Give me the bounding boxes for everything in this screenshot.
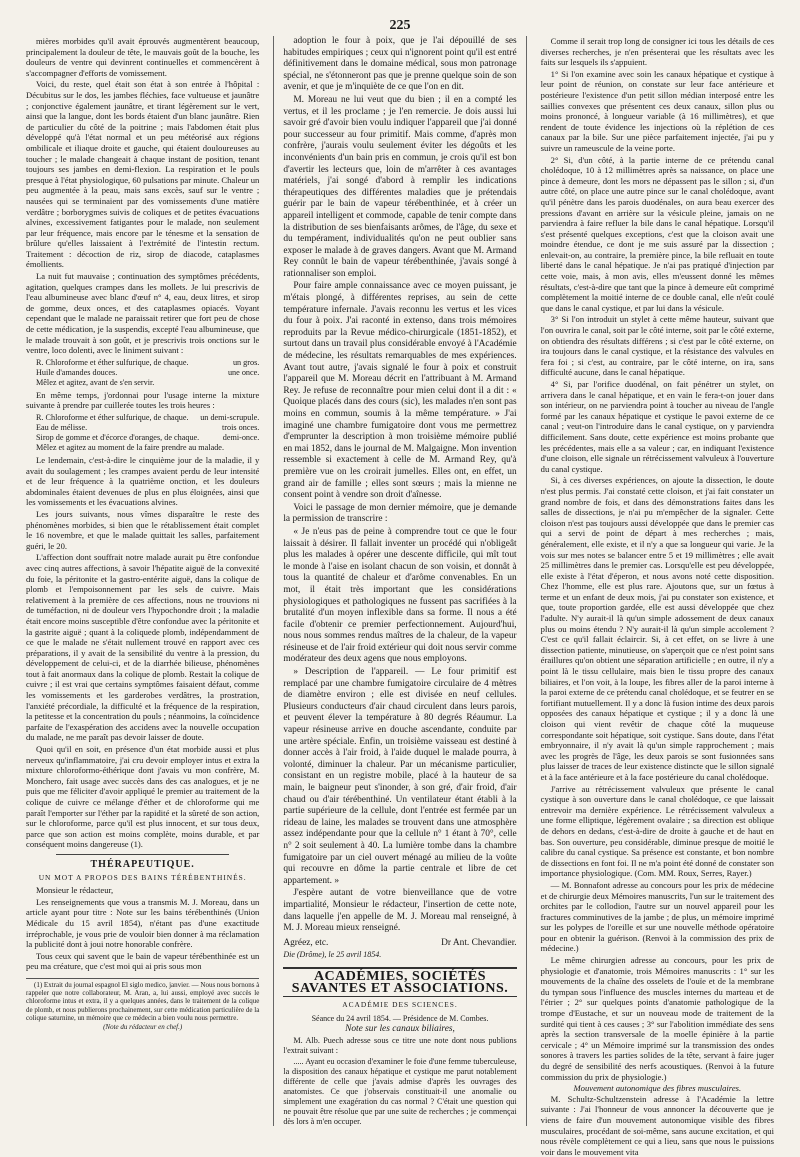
paragraph: Si, à ces diverses expériences, on ajoute la dissection, le doute n'est plus permis. J'ai constaté cette cloison, et j'ai fait constater un grand nombre de fois, et dans des démonstrations faites dans les salles de dissections, je n'ai pu m'empêcher de la signaler. Cette cloison n'est pas toujours aussi développée que dans le premier cas qui a servi de point de départ à mes recherches ; mais, généralement, elle existe, et il n'y a que sa longueur qui varie. Je la vois sur mes notes se balancer entre 5 et 19 millimètres ; elle avait 25 millimètres dans le premier cas. Lorsqu'elle est peu développée, elle existe à l'état d'éperon, et nous avons noté cette disposition. Chez l'homme, elle est plus rare. Ajoutons que, sur un fœtus à terme et un enfant de deux mois, j'ai pu constater son existence, et que, toute proportion gardée, elle est aussi développée que chez l'adulte. N'y aurait-il là qu'un simple adossement de deux canaux plus ou moins étendu ? N'y aurait-il là qu'un simple accolement ? C'est ce qu'il fallait éclaircir. Si, à cet effet, on se livre à une dissection patiente, minutieuse, on s'aperçoit que ce n'est point sans éraillures qu'on obtient une séparation artificielle ; en outre, il n'y a point là le tissu cellulaire, mais bien le tissu propre des canaux biliaires, et l'on voit, à la loupe, les fibres aller de la paroi interne à la paroi externe de ce prétendu canal cholédoque, et se feutrer en se fortifiant mutuellement. Il y a donc là fusion intime des deux parois opposées des canaux hépatique et cystique ; il y a donc là une cloison qui vient revêtir de chaque côté la muqueuse correspondante soit hépatique, soit cystique. Sans doute, dans l'état embryonnaire, il n'y avait là qu'un simple rapprochement ; mais avec les progrès de l'âge, les deux parois se sont fusionnées sans plus laisser de traces de leur existence distincte que le sillon signalé et à la face antérieure et à la face postérieure du canal cholédoque. <box>540 475 774 782</box>
middle-column <box>273 36 526 1126</box>
paragraph: M. Alb. Puech adresse sous ce titre une note dont nous publions l'extrait suivant : <box>283 1035 517 1055</box>
paragraph: Le même chirurgien adresse au concours, pour les prix de physiologie et d'anatomie, trois Mémoires manuscrits : 1° sur les mouvements de la chaîne des osselets de l'ouïe et de la membrane du tympan sous l'influence des muscles internes du marteau et de l'étrier ; 2° sur quelques points d'anatomie pathologique de la trompe d'Eustache, et sur un nouveau mode de traitement de la surdité qui tient à ces causes ; 3° sur l'abolition immédiate des sens après la section transversale de la moelle épinière à la partie cervicale ; 4° un Mémoire imprimé sur la transmission des ondes sonores à travers les parties solides de la tête, servant à faire juger du degré de sensibilité des nerfs acoustiques. (Renvoi à la future commission du prix de physiologie.) <box>540 955 774 1082</box>
paragraph: 3° Si l'on introduit un stylet à cette même hauteur, suivant que l'on ouvrira le canal, soit par le côté interne, soit par le côté externe, on obtiendra des résultats différens ; si c'est par le côté externe, on ira toujours dans le canal cystique, et la résistance des valvules en fera foi ; si c'est, au contraire, par le côté interne, on ira, sans difficulté aucune, dans le canal hépatique. <box>540 314 774 378</box>
note-title: Note sur les canaux biliaires, <box>345 1024 455 1035</box>
paragraph: Le lendemain, c'est-à-dire le cinquième jour de la maladie, il y avait du soulagement ; les crampes avaient perdu de leur intensité et de leur fréquence à la quatrième onction, et les douleurs abdominales étaient devenues de plus en plus éloignées, ainsi que les vomissements et les évacuations alvines. <box>26 455 260 508</box>
paragraph: En même temps, j'ordonnai pour l'usage interne la mixture suivante à prendre par cuillerée toutes les trois heures : <box>26 389 260 411</box>
rx-line: Eau de mélisse. <box>36 423 88 432</box>
paragraph: 2° Si, d'un côté, à la partie interne de ce prétendu canal cholédoque, 10 à 12 millimètres après sa naissance, on place une pince à demeure, dont les mors ne dépassent pas le sillon ; si, d'un autre côté, on place une autre pince sur le canal cholédoque, avant qu'il pénètre dans les parois duodénales, on aura beau exercer des pressions d'avant en arrière sur la vésicule pleine, jamais on ne parviendra à faire refluer la bile dans le canal hépatique. Lorsqu'il s'est présenté quelques exceptions, c'est que la cloison avait une moindre étendue, ce dont je me suis assuré par la dissection ; enlevait-on, au contraire, la première pince, la bile refluait en toute liberté dans le canal hépatique. Je n'ai pas pratiqué d'injection par cette voie, mais, à mon avis, elles m'eussent donné les mêmes résultats, c'est-à-dire que tant que la pince à demeure eût comprimé complètement la moitié interne de ce double canal, elle n'eût coulé que dans le canal cystique, et par lui dans la vésicule. <box>540 154 774 313</box>
academy-heading: ACADÉMIE DES SCIENCES. <box>342 1000 458 1010</box>
paragraph: — M. Bonnafont adresse au concours pour les prix de médecine et de chirurgie deux Mémoires manuscrits, l'un sur le traitement des orchites par le collodion, l'autre sur un nouvel appareil pour les fractures comminutives de la jambe ; de plus, un mémoire imprimé sur les polypes de l'oreille et sur une nouvelle méthode opératoire pour en obtenir la guérison. (Renvoi à la commission des prix de médecine.) <box>540 879 774 954</box>
columns <box>26 36 774 1157</box>
rx-dose: une once. <box>227 367 260 377</box>
rx-dose: demi-once. <box>222 433 260 442</box>
section-heading-therapeutique: THÉRAPEUTIQUE. <box>90 858 195 870</box>
paragraph: ..... Ayant eu occasion d'examiner le foie d'une femme tuberculeuse, la disposition des canaux hépatique et cystique me parut notablement différente de celle que j'avais admise d'après les ouvrages des anatomistes. Ce que j'observais constituait-il une anomalie ou simplement une exagération du cas normal ? C'était une question qui ne pouvait être résolue que par une suite de recherches ; je commençai dès lors à m'en occuper. <box>283 1056 517 1126</box>
paragraph: La nuit fut mauvaise ; continuation des symptômes précédents, agitation, quelques crampes dans les mollets. Je lui prescrivis de l'eau albumineuse avec blanc d'œuf n° 4, eau, deux litres, et sirop de gomme, deux onces, et des cataplasmes opiacés. Voyant cependant que le malade ne paraissait retirer que fort peu de chose de cette médication, je la suspendis, excepté l'eau albumineuse, que le malade trouvait à son goût, et je prescrivis trois onctions sur le ventre, loco dolenti, avec le liniment suivant : <box>26 271 260 356</box>
section-heading-academies: ACADÉMIES, SOCIÉTÉS SAVANTES ET ASSOCIATIONS. <box>283 967 516 997</box>
signoff <box>283 938 516 950</box>
footnote-signature: (Note du rédacteur en chef.) <box>103 1022 183 1031</box>
rx-dose: un gros. <box>232 357 260 367</box>
paragraph: L'affection dont souffrait notre malade aurait pu être confondue avec cinq autres affections, à savoir l'hépatite aiguë de la convexité du foie, la péritonite et la gastro-entérite aiguë, dans la colique de plomb et l'empoisonnement par les sels de cuivre. Mais relativement à la première de ces affections, nous ne trouvions ni de tuméfaction, ni de douleur vers l'hypochondre droit ; la maladie était encore moins susceptible d'être confondue avec la péritonite et la gastrite aiguë ; quant à la coliquede plomb, indépendamment de ce que le malade ne s'était nullement trouvé en rapport avec ces préparations, il y avait de la sensibilité du ventre à la pression, du développement de celui-ci, et de la diarrhée bilieuse, phénomènes tout à fait anormaux dans la colique de plomb. Restait la colique de cuivre ; il est vrai que certains symptômes faisaient défaut, comme les vomissements et les garderobes verdâtres, la prostration, l'anxiété précordiale, la difficulté et la fréquence de la respiration, la petitesse et la concentration du pouls ; néanmoins, la coïncidence parfaite de l'exaspération des accidens avec la nouvelle occupation du malade, ne me paraît pas devoir laisser de doute. <box>26 552 260 743</box>
right-column <box>540 36 774 1157</box>
paragraph: M. Schultz-Schultzenstein adresse à l'Académie la lettre suivante : J'ai l'honneur de vous annoncer la découverte que je viens de faire d'un mouvement autonomique visible des fibres musculaires, procédant de soi-même, sans aucune excitation, et qui nous révèle complètement ce qui a lieu, sans que nous le puissions voir dans le mouvement vita <box>540 1093 774 1157</box>
case-report <box>26 36 259 850</box>
rx-line: Mêlez et agitez au moment de la faire prendre au malade. <box>36 443 224 452</box>
left-column <box>26 36 259 1126</box>
rx-dose: trois onces. <box>222 423 260 432</box>
paragraph: 1° Si l'on examine avec soin les canaux hépatique et cystique à leur point de réunion, on constate sur leur face antérieure et postérieure l'existence d'un petit sillon médian interposé entre les saillies convexes que présentent ces deux canaux, sillon plus ou moins prononcé, à longueur variable (à 16 millimètres), et que rendent de toute évidence les injections où la réplétion de ces canaux par la bile. Sur une pièce parfaitement injectée, j'ai pu y suivre un rameuscule de la veine porte. <box>540 68 774 153</box>
rx-line: R. Chloroforme et éther sulfurique, de chaque. <box>36 357 189 367</box>
page-number: 225 <box>389 18 411 33</box>
paragraph: Tous ceux qui savent que le bain de vapeur térébenthinée est un peu ma créature, que c'est moi qui ai pris sous mon <box>26 950 260 972</box>
paragraph: Voici le passage de mon dernier mémoire, que je demande la permission de transcrire : <box>283 502 517 525</box>
paragraph: Quoi qu'il en soit, en présence d'un état morbide aussi et plus nerveux qu'inflammatoire, j'ai cru devoir employer intus et extra la mixture chloroformo-éthérique dont j'avais vu mon confrère, M. Monchero, fait usage avec succès dans des cas analogues, et je ne puis que me féliciter d'avoir appliqué le premier au traitement de la colique de cuivre ce mélange d'éther et de chloroforme qui me paraît l'emporter sur l'éther par la rapidité et la sûreté de son action, sur le chloroforme, parce qu'il est plus innocent, et sur tous deux, parce que son action est moins complète, moins durable, et par conséquent moins dangereuse (1). <box>26 744 260 850</box>
paragraph: mières morbides qu'il avait éprouvés augmentèrent beaucoup, principalement la douleur de tête, le mauvais goût de la bouche, les douleurs de ventre qui devinrent continuelles et commencèrent à s'accompagner d'efforts de vomissement. <box>26 36 260 78</box>
prescription-mixture <box>36 413 259 453</box>
footnote-text: (1) Extrait du journal espagnol El siglo medico, janvier. — Nous nous bornons à rappeler que notre collaborateur, M. Aran, a, lui aussi, employé avec succès le chloroforme intus et extra, il y a quelques années, dans le traitement de la colique de plomb, et nous publierons prochainement, sur cette médication particulière de la colique saturnine, un mémoire que ce médecin a bien voulu nous permettre. <box>26 980 260 1022</box>
prescription-liniment <box>36 358 259 388</box>
closing: Agréez, etc. <box>283 937 329 948</box>
divider <box>56 854 229 855</box>
paragraph: 4° Si, par l'orifice duodénal, on fait pénétrer un stylet, on arrivera dans le canal hépatique, et en vain le fera-t-on jouer dans son intérieur, on ne parviendra point à toucher au niveau de l'angle formé par les canaux hépatique et cystique le pavoi externe de ce canal ; veut-on l'introduire dans le canal cystique, on y parviendra difficilement. Sans doute, cette expérience est moins probante que les précédentes, mais elle a sa valeur ; car, en indiquant l'existence d'une cloison, elle signale un rétrécissement valvuleux à l'ouverture du canal cystique. <box>540 379 774 474</box>
seance-line: Séance du 24 avril 1854. — Présidence de M. Combes. <box>311 1013 489 1023</box>
footnote <box>26 978 259 1031</box>
rx-dose: un demi-scrupule. <box>200 413 260 422</box>
paragraph: J'arrive au rétrécissement valvuleux que présente le canal cystique à son ouverture dans le canal cholédoque, ce que laissait entrevoir ma dernière expérience. Le rétrécissement valvuleux a une forme elliptique, légèrement ovalaire ; sa direction est oblique de dehors en dedans, c'est-à-dire de droite à gauche et de haut en bas. Son ouverture, peu considérable, diminue presque de moitié le calibre du canal cystique. Sa présence est constante, et bon nombre de dissections en font foi. Il ne m'a point été donné de constater son importance physiologique. (Com. MM. Roux, Serres, Rayer.) <box>540 783 774 879</box>
paragraph: Voici, du reste, quel était son état à son entrée à l'hôpital : Décubitus sur le dos, les jambes fléchies, face vultueuse et jaunâtre ; conjonctive également jaunâtre, et tirant légèrement sur le vert, ainsi que la langue, dont les bords étaient d'un blanc jaunâtre. Rien de particulier du côté de la poitrine ; mais l'abdomen était plus développé qu'à l'état normal et un peu météorisé aux régions ombilicale et iliaque droite et gauche, qui étaient douloureuses au toucher ; le malade changeait à chaque instant de position, tenant toujours ses jambes en demi-flexion. La respiration et le pouls presque à l'état physiologique, 60 pulsations par minute. Chaleur un peu augmentée à la peau, mais sans excès, sauf sur le ventre ; nausées qui se terminaient par des vomissements d'une matière verdâtre ; borborygmes suivis de coliques et de petites évacuations alvines, excessivement fatigantes pour le malade, non seulement par leur fréquence, mais encore par le ténesme et la sensation de brûlure qu'elles laissaient à l'extrémité de l'intestin rectum. Traitement : décoction de riz, sirop de diacode, cataplasmes émollients. <box>26 79 260 270</box>
paragraph: J'espère autant de votre bienveillance que de votre impartialité, Monsieur le rédacteur, l'insertion de cette note, dans laquelle j'en appelle de M. J. Moreau mal renseigné, à M. J. Moreau mieux renseigné. <box>283 888 517 934</box>
paragraph: Les jours suivants, nous vîmes disparaître le reste des phénomènes morbides, si bien que le rétablissement était complet le 16 novembre, et que le malade quittait les salles, parfaitement guéri, le 20. <box>26 508 260 551</box>
rx-line: Mêlez et agitez, avant de s'en servir. <box>36 377 155 387</box>
paragraph: Comme il serait trop long de consigner ici tous les détails de ces diverses recherches, je n'en présenterai que les résultats avec les faits sur lesquels ils s'appuient. <box>540 36 774 68</box>
paragraph: Monsieur le rédacteur, <box>36 885 114 896</box>
paragraph: adoption le four à poix, que je l'ai dépouillé de ses habitudes empiriques ; ceux qui n'ignorent point qu'il est entré définitivement dans le domaine médical, sous mon patronage spécial, ne s'étonneront pas que je prenne quelque soin de son avenir, et que je m'inquiète de ce que l'on en dit. <box>283 36 517 93</box>
article-title-bains: UN MOT A PROPOS DES BAINS TÉRÉBENTHINÉS. <box>38 872 247 882</box>
signed-place: Die (Drôme), le 25 avril 1854. <box>283 950 382 960</box>
rx-line: Huile d'amandes douces. <box>36 367 118 377</box>
rx-line: R. Chloroforme et éther sulfurique, de chaque. <box>36 413 189 422</box>
paragraph: « Je n'eus pas de peine à comprendre tout ce que le four laissait à désirer. Il fallait inventer un procédé qui n'obligeât plus les malades à opérer une descente difficile, qui mît tout le monde à l'aise en isolant chacun de son voisin, et donnât à tous la quantité de chaleur et d'arôme convenables. En un mot, il était très important que les considérations physiologiques et pathologiques ne fussent pas sacrifiées à la brutalité d'un moyen inflexible dans sa forme. Il nous a été facile d'obtenir ce premier perfectionnement. Aujourd'hui, nous nous sommes rendus maîtres de la chaleur, de la vapeur résineuse et de l'air froid extérieur qui doit nous servir comme modérateur des deux agens que nous employons. <box>283 526 517 665</box>
paragraph: M. Moreau ne lui veut que du bien ; il en a compté les vertus, et il les proclame ; je l'en remercie. Je dois aussi lui savoir gré d'avoir bien voulu indiquer l'appareil que j'ai donné pour successeur au four primitif. Mais comme, d'après mon confrère, j'aurais voulu seulement éviter les dégoûts et les inconvénients d'un bain pris en commun, je crois qu'il est bon d'avertir les lecteurs que, loin de m'arrêter à ces avantages matériels, j'ai songé d'abord à remplir les indications thérapeutiques des différentes maladies que je prétendais guérir par le bain de vapeur térébenthinée, et à créer un appareil intelligent et commode, capable de tenir compte dans la distribution de ses bienfaisants arômes, de l'âge, du sexe et du tempérament, individualités qu'on ne peut oublier sans exposer le malade à de graves dangers. Avant que M. Armand Rey connût le bain de vapeur térébenthinée, j'avais songé à rationnaliser son emploi. <box>283 94 517 279</box>
paragraph: » Description de l'appareil. — Le four primitif est remplacé par une chambre fumigatoire circulaire de 4 mètres de diamètre environ ; elle est divisée en neuf cellules. Plusieurs conducteurs d'air chaud circulent dans leurs parois, et peuvent élever la température à 80 degrés Réaumur. La vapeur résineuse arrive en douche ascendante, conduite par une artère spéciale. Enfin, un troisième vaisseau est destiné à donner accès à l'air froid, à l'aide duquel le malade pourra, à volonté, diminuer la chaleur. Par un mécanisme particulier, consistant en un registre mobile, placé à la hauteur de sa main, le baigneur peut s'inonder, à son gré, d'air froid, d'air chaud ou d'air térébenthiné. Un ventilateur étant établi à la partie supérieure de la cellule, dont l'entrée est fermée par un rideau de laine, les malades se trouvent dans une atmosphère assez indépendante pour que la cellule n° 1 étant à 70°, celle n° 2 soit seulement à 40. La lumière tombe dans la chambre fumigatoire par un ciel ouvert ménagé au milieu de la voûte qui recouvre en dôme la partie centrale et libre de cet appartement. » <box>283 667 517 886</box>
subsection-title: Mouvement autonomique des fibres musculaires. <box>573 1083 742 1094</box>
rx-line: Sirop de gomme et d'écorce d'oranges, de chaque. <box>36 433 200 442</box>
paragraph: Pour faire ample connaissance avec ce moyen puissant, je m'étais plongé, à différentes reprises, au sein de cette température infernale. J'avais reconnu les vertus et les vices du four à poix. J'ai raconté in extenso, dans trois mémoires reproduits par la Revue médico-chirurgicale (1851-1852), et surtout dans un travail plus considérable envoyé à l'Académie de médecine, les résultats remarquables de mes expériences. Avant tout autre, j'avais signalé le four à poix et construit l'appareil que M. Moreau décrit en l'attribuant à M. Armand Rey. Je refuse de reconnaître pour mien celui dont il a dit : « Quoique placés dans des cours (sic), les malades n'en sont pas moins en commun, soumis à la même température. » J'ai imaginé une chambre fumigatoire dont vous me permettrez d'emprunter la description à mon troisième mémoire publié en mai 1852, dans le journal de M. Malgaigne. Mon invention ressemble si exactement à celle de M. Armand Rey, qu'à première vue on les croirait jumelles. Elles ont, en effet, un grand air de famille ; elles sont sœurs ; mais la mienne ne consent point à vendre son droit d'aînesse. <box>283 281 517 501</box>
signature: Dr Ant. Chevandier. <box>441 937 517 948</box>
paragraph: Les renseignements que vous a transmis M. J. Moreau, dans un article ayant pour titre : Note sur les bains térébenthinés (Union Médicale du 15 avril 1854), n'étant pas d'une exactitude irréprochable, je vous prie de vouloir bien donner à ma réclamation la publicité dont à joui notre honorable confrère. <box>26 896 260 950</box>
